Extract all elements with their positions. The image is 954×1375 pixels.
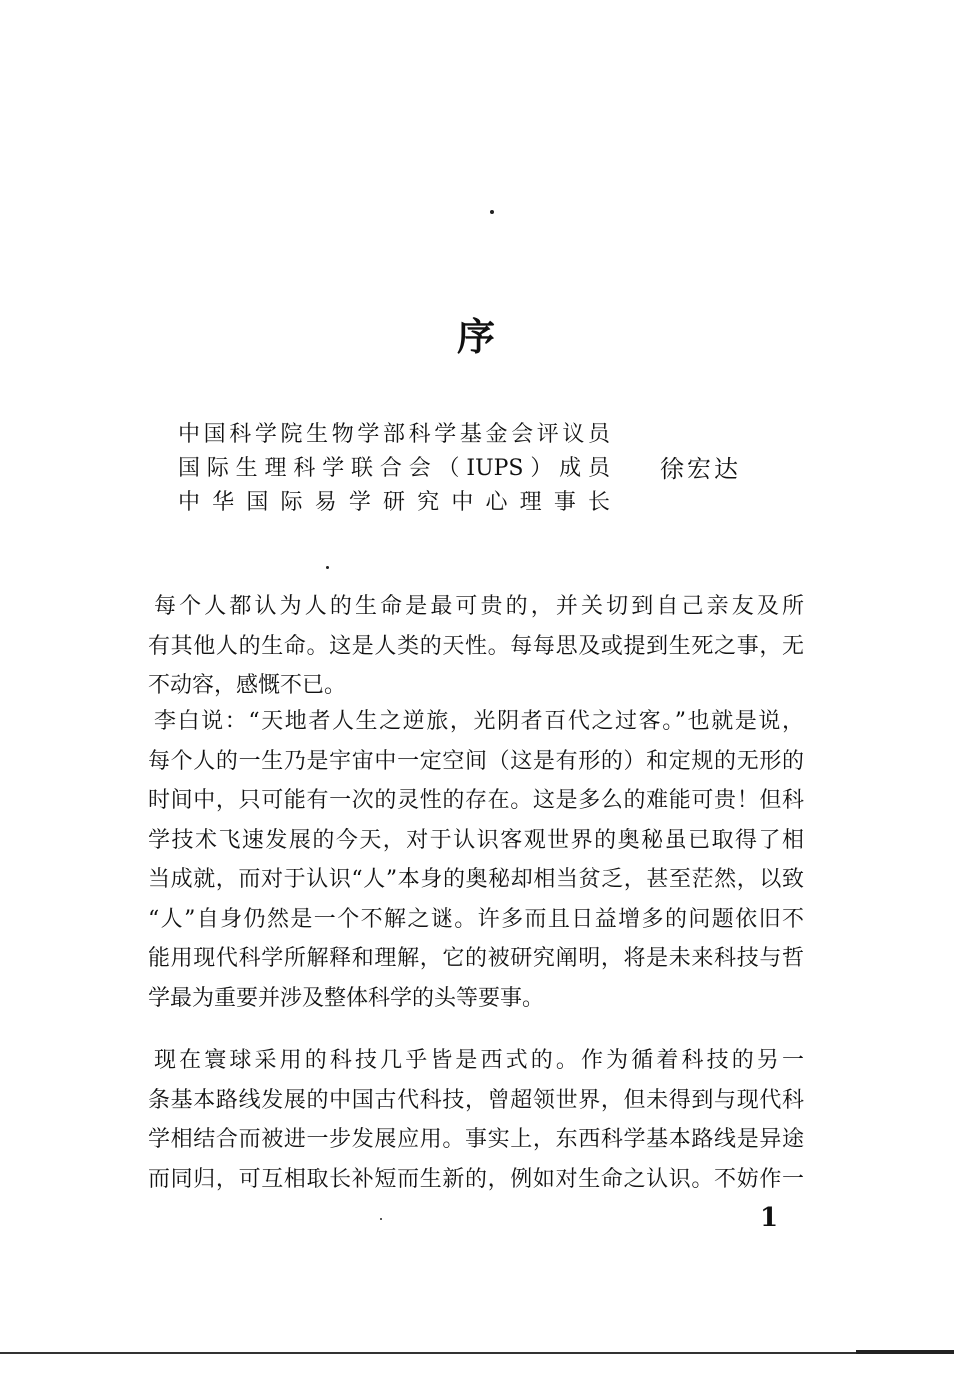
footer-rule-accent xyxy=(856,1350,954,1354)
scan-speck xyxy=(380,1218,382,1220)
footer-rule xyxy=(0,1352,954,1354)
author-affiliations xyxy=(178,418,610,520)
affiliation-line: 中国科学院生物学部科学基金会评议员 xyxy=(178,422,610,447)
text-line: 时间中，只可能有一次的灵性的存在。这是多么的难能可贵！但科 xyxy=(148,788,804,813)
paragraph xyxy=(148,702,804,1018)
affiliation-line: 国际生理科学联合会（IUPS）成员 xyxy=(178,456,610,481)
scan-speck xyxy=(490,210,494,214)
page-number: 1 xyxy=(760,1203,779,1233)
text-line: 每个人的一生乃是宇宙中一定空间（这是有形的）和定规的无形的 xyxy=(148,748,804,774)
text-line: 能用现代科学所解释和理解，它的被研究阐明，将是未来科技与哲 xyxy=(148,946,804,971)
text-line: 不动容，感慨不已。 xyxy=(148,673,347,698)
text-line: 当成就，而对于认识“人”本身的奥秘却相当贫乏，甚至茫然，以致 xyxy=(148,867,804,892)
text-line: 李白说：“天地者人生之逆旅，光阴者百代之过客。”也就是说， xyxy=(154,709,804,734)
affiliation-line: 中华国际易学研究中心理事长 xyxy=(178,490,610,515)
author-name: 徐宏达 xyxy=(660,455,741,483)
text-line: 学最为重要并涉及整体科学的头等要事。 xyxy=(148,985,545,1011)
text-line: 条基本路线发展的中国古代科技，曾超领世界，但未得到与现代科 xyxy=(148,1087,804,1113)
text-line: 有其他人的生命。这是人类的天性。每每思及或提到生死之事，无 xyxy=(148,633,804,659)
paragraph xyxy=(148,587,804,706)
scan-speck xyxy=(326,566,329,569)
paragraph xyxy=(148,1041,804,1199)
page-title: 序 xyxy=(456,315,497,359)
text-line: 学相结合而被进一步发展应用。事实上，东西科学基本路线是异途 xyxy=(148,1127,804,1152)
text-line: 而同归，可互相取长补短而生新的，例如对生命之认识。不妨作一 xyxy=(148,1166,804,1192)
text-line: 学技术飞速发展的今天，对于认识客观世界的奥秘虽已取得了相 xyxy=(148,827,804,853)
text-line: 每个人都认为人的生命是最可贵的，并关切到自己亲友及所 xyxy=(154,594,804,619)
text-line: “人”自身仍然是一个不解之谜。许多而且日益增多的问题依旧不 xyxy=(148,906,804,932)
text-line: 现在寰球采用的科技几乎皆是西式的。作为循着科技的另一 xyxy=(154,1048,804,1073)
